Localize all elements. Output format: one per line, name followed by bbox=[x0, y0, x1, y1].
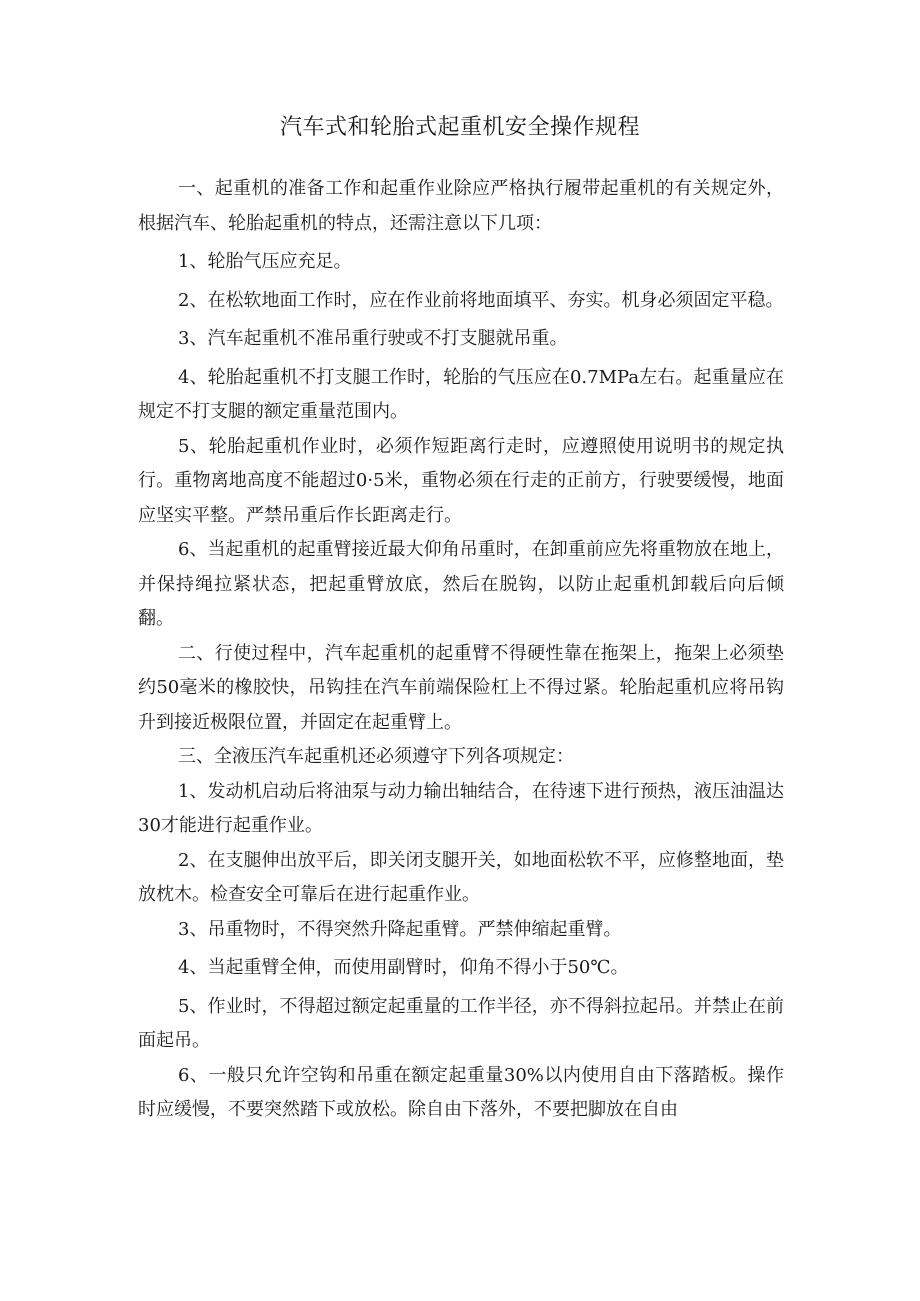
paragraph-item-1-3: 3、汽车起重机不准吊重行驶或不打支腿就吊重。 bbox=[178, 328, 568, 349]
paragraph-item-3-4: 4、当起重臂全伸，而使用副臂时，仰角不得小于50℃。 bbox=[178, 957, 629, 978]
paragraph-section-3: 三、全液压汽车起重机还必须遵守下列各项规定： bbox=[178, 746, 574, 767]
paragraph-item-1-4: 4、轮胎起重机不打支腿工作时，轮胎的气压应在0.7MPa左右。起重量应在规定不打支腿的额定重量范围内。 bbox=[138, 366, 784, 422]
paragraph-section-1: 一、起重机的准备工作和起重作业除应严格执行履带起重机的有关规定外，根据汽车、轮胎起重机的特点，还需注意以下几项： bbox=[138, 178, 784, 234]
paragraph-item-3-3: 3、吊重物时，不得突然升降起重臂。严禁伸缩起重臂。 bbox=[178, 918, 622, 940]
paragraph-item-3-2: 2、在支腿伸出放平后，即关闭支腿开关，如地面松软不平，应修整地面，垫放枕木。检查安全可靠后在进行起重作业。 bbox=[138, 849, 784, 905]
document-body bbox=[138, 172, 784, 1128]
paragraph-item-1-6: 6、当起重机的起重臂接近最大仰角吊重时，在卸重前应先将重物放在地上，并保持绳拉紧状态，把起重臂放底，然后在脱钩，以防止起重机卸载后向后倾翻。 bbox=[138, 539, 784, 629]
paragraph-item-1-1: 1、轮胎气压应充足。 bbox=[178, 251, 352, 272]
paragraph-section-2: 二、行使过程中，汽车起重机的起重臂不得硬性靠在拖架上，拖架上必须垫约50毫米的橡胶快，吊钩挂在汽车前端保险杠上不得过紧。轮胎起重机应将吊钩升到接近极限位置，并固定在起重臂上。 bbox=[138, 642, 784, 733]
paragraph-item-1-2: 2、在松软地面工作时，应在作业前将地面填平、夯实。机身必须固定平稳。 bbox=[178, 289, 784, 311]
paragraph-item-3-5: 5、作业时，不得超过额定起重量的工作半径，亦不得斜拉起吊。并禁止在前面起吊。 bbox=[138, 995, 784, 1051]
paragraph-item-3-6: 6、一般只允许空钩和吊重在额定起重量30%以内使用自由下落踏板。操作时应缓慢，不要突然踏下或放松。除自由下落外，不要把脚放在自由 bbox=[138, 1064, 784, 1120]
document-title: 汽车式和轮胎式起重机安全操作规程 bbox=[279, 115, 640, 140]
paragraph-item-1-5: 5、轮胎起重机作业时，必须作短距离行走时，应遵照使用说明书的规定执行。重物离地高度不能超过0·5米，重物必须在行走的正前方，行驶要缓慢，地面应坚实平整。严禁吊重后作长距离走行。 bbox=[138, 435, 784, 526]
paragraph-item-3-1: 1、发动机启动后将油泵与动力输出轴结合，在待速下进行预热，液压油温达30才能进行起重作业。 bbox=[138, 780, 784, 836]
